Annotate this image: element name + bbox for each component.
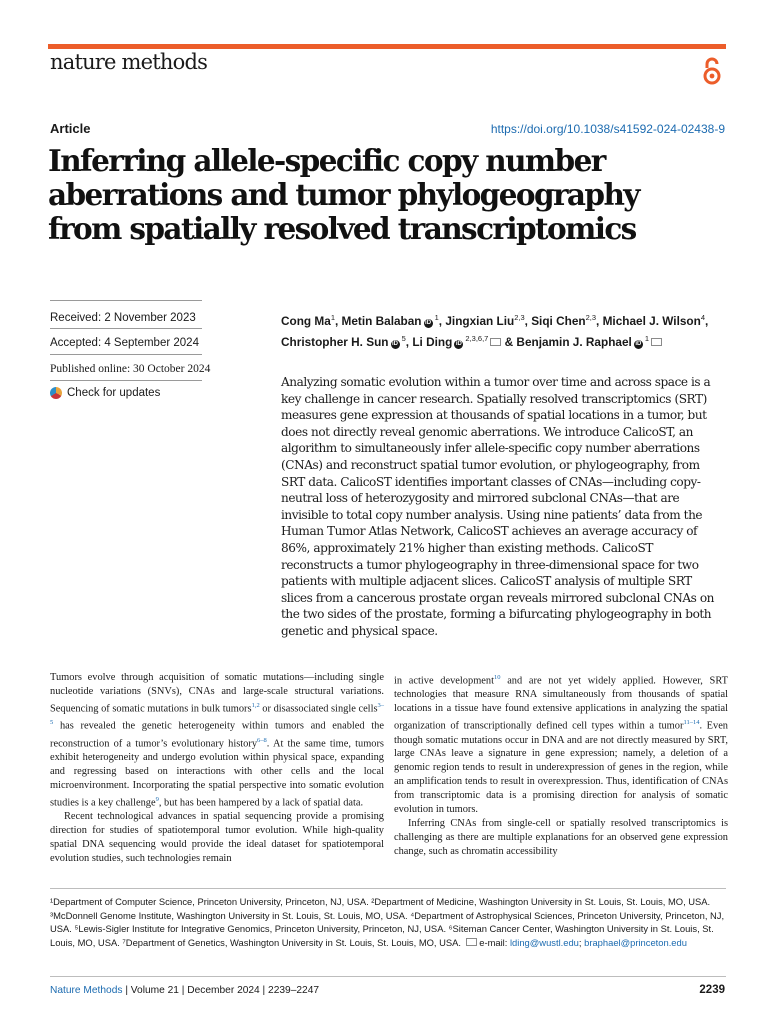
citation-ref[interactable]: 10 <box>493 674 501 681</box>
check-for-updates-button[interactable] <box>50 387 160 399</box>
footer-volume: | Volume 21 | December 2024 | 2239–2247 <box>122 985 320 996</box>
author-affiliation: 5 <box>399 333 406 343</box>
author-affiliation: 2,3 <box>514 313 525 322</box>
meta-divider <box>50 300 202 301</box>
meta-divider <box>50 328 202 329</box>
email-link[interactable]: lding@wustl.edu <box>509 936 579 948</box>
check-for-updates-label: Check for updates <box>67 387 161 399</box>
author-name: Siqi Chen <box>531 313 586 328</box>
author-name: Michael J. Wilson <box>602 313 701 328</box>
author-name: Benjamin J. Raphael <box>516 334 632 349</box>
body-paragraph: Tumors evolve through acquisition of somatic mutations—including single nucleotide variations (SNVs), CNAs and large-scale structural variations. Sequencing of somatic mutations in bulk tumors$^{1,2}$ or disassociated single cells$^{3-5}$ has revealed the genetic heterogeneity within tumors and enabled the reconstruction of a tumor’s evolutionary history$^{6-8}$. At the same time, tumors exhibit heterogeneity and undergo evolution within physical space, expanding and regressing based on interactions with other cells and the local microenvironment. Incorporating the spatial perspective into somatic evolution studies is a key challenge$^9$, but has been hampered by a lack of spatial data. <box>50 672 384 809</box>
accepted-date: Accepted: 4 September 2024 <box>50 337 199 349</box>
email-icon[interactable] <box>651 338 662 346</box>
article-type: Article <box>50 121 91 136</box>
author-affiliation: 1 <box>642 333 650 343</box>
author-affiliation: 1 <box>330 313 335 322</box>
author-name: Christopher H. Sun <box>281 334 389 349</box>
citation-ref[interactable]: 3–5 <box>50 701 384 727</box>
meta-divider <box>50 354 202 355</box>
body-paragraph: Recent technological advances in spatial sequencing provide a promising direction for studies of spatiotemporal tumor evolution. While high-quality spatial DNA sequencing would provide the ideal dataset for spatiotemporal evolution studies, such technologies remain <box>50 811 384 864</box>
header-accent-bar <box>48 44 726 49</box>
title-line: from spatially resolved transcriptomics <box>48 211 636 246</box>
open-access-icon <box>700 56 724 86</box>
page-footer <box>50 985 319 996</box>
author-affiliation: 1 <box>432 313 439 322</box>
affiliations-text: ¹Department of Computer Science, Princeton University, Princeton, NJ, USA. ²Department of Medicine, Washington University in St. Louis, St. Louis, MO, USA. ³McDonnell Genome Institute, Washington University in St. Louis, St. Louis, MO, USA. ⁴Department of Astrophysical Sciences, Princeton University, Princeton, NJ, USA. ⁵Lewis-Sigler Institute for Integrative Genomics, Princeton University, Princeton, NJ, USA. ⁶Siteman Cancer Center, Washington University in St. Louis, St. Louis, MO, USA. ⁷Department of Genetics, Washington University in St. Louis, St. Louis, MO, USA. <box>50 896 725 948</box>
page-number: 2239 <box>699 984 725 996</box>
journal-name: nature methods <box>50 50 208 74</box>
article-title <box>48 144 738 246</box>
orcid-icon[interactable]: iD <box>425 319 432 326</box>
author-affiliation: 4 <box>700 313 705 322</box>
email-icon[interactable] <box>490 338 501 346</box>
doi-link[interactable]: https://doi.org/10.1038/s41592-024-02438-9 <box>490 122 725 136</box>
author-name: Jingxian Liu <box>445 313 515 328</box>
received-date: Received: 2 November 2023 <box>50 312 196 324</box>
orcid-icon[interactable]: iD <box>635 340 642 347</box>
author-name: Cong Ma <box>281 313 331 328</box>
author-list: Cong Ma$^1$, Metin Balaban iD $^1$, Jingxian Liu$^{2,3}$, Siqi Chen$^{2,3}$, Michael J. Wilson$^4$, Christopher H. Sun iD $^5$, Li Ding iD $^{2,3,6,7}$ & Benjamin J. Raphael iD $^1$ <box>281 313 709 349</box>
author-affiliation: 2,3,6,7 <box>463 333 489 343</box>
crossmark-icon <box>50 387 62 399</box>
title-line: aberrations and tumor phylogeography <box>48 177 639 212</box>
body-column-left <box>50 671 384 866</box>
email-label: e-mail: <box>479 936 510 948</box>
email-link[interactable]: braphael@princeton.edu <box>584 936 687 948</box>
affiliations: ¹Department of Computer Science, Princeton University, Princeton, NJ, USA. ²Department of Medicine, Washington University in St. Louis, St. Louis, MO, USA. ³McDonnell Genome Institute, Washington University in St. Louis, St. Louis, MO, USA. ⁴Department of Astrophysical Sciences, Princeton University, Princeton, NJ, USA. ⁵Lewis-Sigler Institute for Integrative Genomics, Princeton University, Princeton, NJ, USA. ⁶Siteman Cancer Center, Washington University in St. Louis, St. Louis, MO, USA. ⁷Department of Genetics, Washington University in St. Louis, St. Louis, MO, USA. e-mail: lding@wustl.edu; braphael@princeton.edu <box>50 896 725 948</box>
body-column-right <box>394 671 728 859</box>
citation-ref[interactable]: 6–8 <box>257 736 267 744</box>
author-affiliation: 2,3 <box>585 313 597 322</box>
footnote-divider <box>50 888 726 889</box>
title-line: Inferring allele-specific copy number <box>48 143 605 178</box>
abstract: Analyzing somatic evolution within a tumor over time and across space is a key challenge in cancer research. Spatially resolved transcriptomics (SRT) measures gene expression at thousands of spatial locations in a tumor, but does not directly reveal genomic aberrations. We introduce CalicoST, an algorithm to simultaneously infer allele-specific copy number aberrations (CNAs) and reconstruct spatial tumor evolution, or phylogeography, from SRT data. CalicoST identifies important classes of CNAs—including copy-neutral loss of heterozygosity and mirrored subclonal CNAs—that are invisible to total copy number analysis. Using nine patients’ data from the Human Tumor Atlas Network, CalicoST achieves an average accuracy of 86%, approximately 21% higher than existing methods. CalicoST reconstructs a tumor phylogeography in three-dimensional space for two patients with multiple adjacent slices. CalicoST analysis of multiple SRT slices from a cancerous prostate organ reveals mirrored subclonal CNAs on the two sides of the prostate, forming a bifurcating phylogeography in both genetic and physical space. <box>281 375 714 638</box>
author-name: Li Ding <box>412 334 453 349</box>
citation-ref[interactable]: 11–14 <box>683 719 700 727</box>
orcid-icon[interactable]: iD <box>455 340 462 347</box>
body-paragraph: in active development$^{10}$ and are not yet widely applied. However, SRT technologies that measure RNA simultaneously from thousands of spatial locations in a tissue have found extensive applications in analyzing the spatial organization of transcriptionally defined cell types within a tumor$^{11-14}$. Even though somatic mutations occur in DNA and are not directly measured by SRT, large CNAs leave a signature in gene expression; namely, a deletion of a genomic region tends to result in underexpression of genes in the region, while an amplification tends to result in overexpression. Thus, identification of CNAs from transcriptomic data is a promising direction for analysis of somatic evolution in tumors. <box>394 674 729 816</box>
author-name: Metin Balaban <box>341 313 422 328</box>
footer-divider <box>50 976 726 977</box>
orcid-icon[interactable]: iD <box>392 340 398 347</box>
email-icon <box>466 938 477 946</box>
published-date: Published online: 30 October 2024 <box>50 363 211 375</box>
meta-divider <box>50 380 202 381</box>
footer-journal: Nature Methods <box>50 985 123 996</box>
citation-ref[interactable]: 9 <box>155 795 159 803</box>
body-paragraph: Inferring CNAs from single-cell or spatially resolved transcriptomics is challenging as there are multiple explanations for an observed gene expression change, such as chromatin accessibility <box>394 818 728 857</box>
citation-ref[interactable]: 1,2 <box>251 701 260 709</box>
